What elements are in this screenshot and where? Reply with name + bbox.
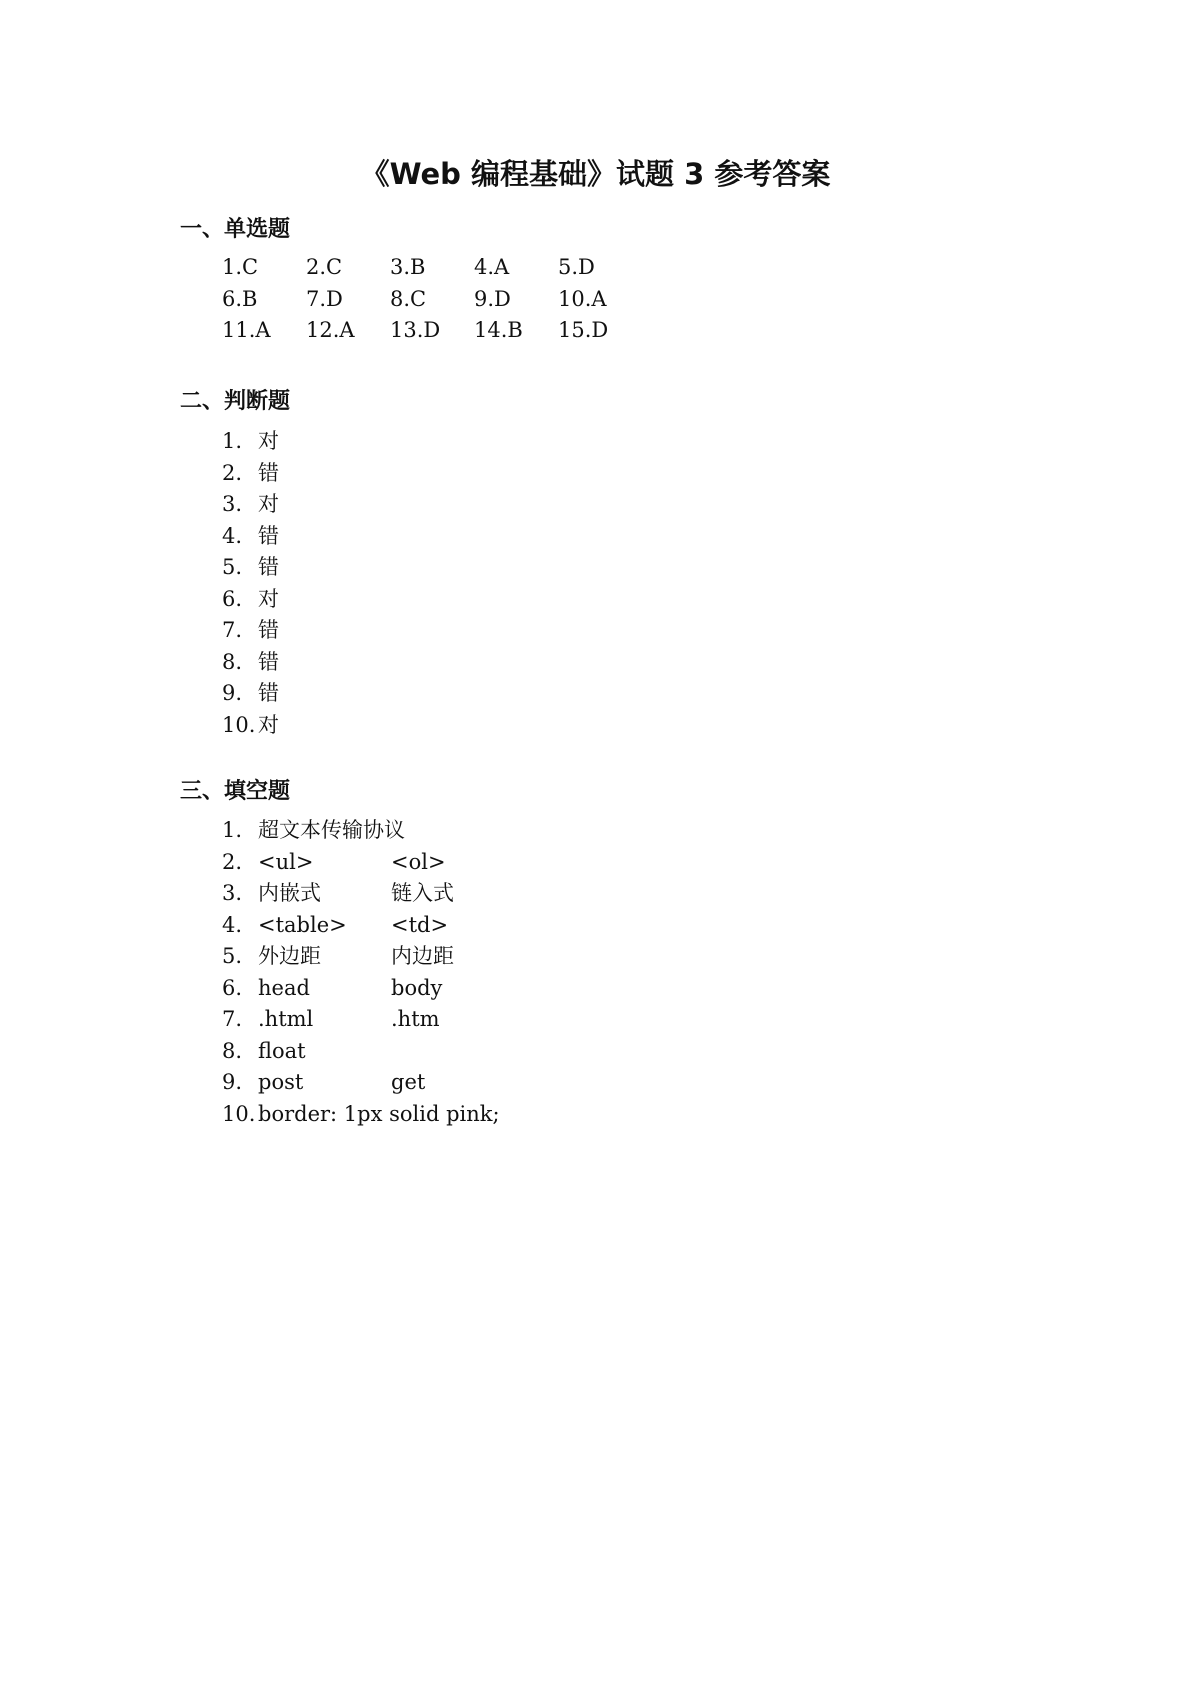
blank-answer-2: .htm xyxy=(391,1007,440,1031)
section-heading-multiple-choice: 一、单选题 xyxy=(180,217,291,242)
item-number: 10. xyxy=(222,1101,256,1126)
item-answer: 对 xyxy=(258,429,279,453)
list-item xyxy=(222,584,279,616)
blank-answer-1: border: 1px solid pink; xyxy=(258,1101,500,1126)
mc-answer: 7.D xyxy=(306,286,343,311)
blank-answer-1: <ul> xyxy=(258,849,314,874)
item-number: 5. xyxy=(222,555,243,579)
blank-answer-2: 内边距 xyxy=(391,944,454,968)
list-item xyxy=(222,1036,500,1068)
mc-answer: 4.A xyxy=(474,255,510,279)
list-item xyxy=(222,489,279,521)
mc-answer: 2.C xyxy=(306,255,343,279)
list-item xyxy=(222,615,279,647)
blank-answer-1: float xyxy=(258,1038,306,1063)
item-answer: 错 xyxy=(258,460,279,485)
list-item xyxy=(222,1099,500,1131)
list-item xyxy=(222,710,279,742)
item-number: 9. xyxy=(222,681,243,705)
mc-answer: 11.A xyxy=(222,318,271,342)
item-number: 1. xyxy=(222,429,243,453)
document-title: 《Web 编程基础》试题 3 参考答案 xyxy=(360,157,831,191)
list-item xyxy=(222,426,279,458)
mc-answer: 13.D xyxy=(390,318,441,342)
list-item xyxy=(222,973,500,1005)
list-item xyxy=(222,1004,500,1036)
item-answer: 错 xyxy=(258,523,279,548)
blank-answer-2: body xyxy=(391,975,443,1000)
item-answer: 对 xyxy=(258,492,279,516)
item-number: 4. xyxy=(222,912,243,937)
item-number: 8. xyxy=(222,1038,243,1063)
blank-answer-2: <ol> xyxy=(391,849,446,874)
item-number: 6. xyxy=(222,586,243,611)
mc-answer: 1.C xyxy=(222,255,259,279)
section-heading-true-false: 二、判断题 xyxy=(180,389,291,414)
list-item xyxy=(222,521,279,553)
blank-answer-1: 超文本传输协议 xyxy=(258,818,405,842)
item-answer: 对 xyxy=(258,586,279,611)
list-item xyxy=(222,910,500,942)
mc-answer: 14.B xyxy=(474,318,523,342)
item-number: 9. xyxy=(222,1070,243,1094)
blank-answer-1: 内嵌式 xyxy=(258,881,321,905)
mc-answer: 15.D xyxy=(558,318,609,342)
true-false-answer-list xyxy=(222,426,279,741)
section-heading-fill-blank: 三、填空题 xyxy=(180,779,291,804)
mc-answer: 12.A xyxy=(306,318,355,342)
item-answer: 对 xyxy=(258,712,279,737)
blank-answer-1: head xyxy=(258,975,310,1000)
item-number: 6. xyxy=(222,975,243,1000)
blank-answer-1: post xyxy=(258,1070,304,1094)
item-number: 1. xyxy=(222,818,243,842)
mc-answer: 8.C xyxy=(390,286,427,311)
list-item xyxy=(222,1067,500,1099)
item-number: 7. xyxy=(222,618,243,642)
item-number: 7. xyxy=(222,1007,243,1031)
item-number: 2. xyxy=(222,849,243,874)
item-number: 3. xyxy=(222,492,243,516)
mc-answer: 3.B xyxy=(390,255,426,279)
list-item xyxy=(222,941,500,973)
mc-answer: 10.A xyxy=(558,286,607,311)
list-item xyxy=(222,647,279,679)
blank-answer-2: get xyxy=(391,1070,426,1094)
list-item xyxy=(222,458,279,490)
item-number: 10. xyxy=(222,712,256,737)
item-answer: 错 xyxy=(258,555,279,579)
list-item xyxy=(222,847,500,879)
list-item xyxy=(222,878,500,910)
blank-answer-1: <table> xyxy=(258,912,347,937)
item-number: 2. xyxy=(222,460,243,485)
fill-blank-answer-list xyxy=(222,815,500,1130)
item-answer: 错 xyxy=(258,618,279,642)
blank-answer-2: 链入式 xyxy=(391,881,454,905)
multiple-choice-answer-grid xyxy=(222,252,642,347)
blank-answer-1: 外边距 xyxy=(258,944,321,968)
blank-answer-2: <td> xyxy=(391,912,449,937)
list-item xyxy=(222,552,279,584)
item-number: 5. xyxy=(222,944,243,968)
mc-answer: 5.D xyxy=(558,255,595,279)
mc-answer: 6.B xyxy=(222,286,258,311)
item-answer: 错 xyxy=(258,681,279,705)
mc-answer: 9.D xyxy=(474,286,511,311)
item-number: 8. xyxy=(222,649,243,674)
blank-answer-1: .html xyxy=(258,1007,314,1031)
item-number: 4. xyxy=(222,523,243,548)
item-answer: 错 xyxy=(258,649,279,674)
list-item xyxy=(222,678,279,710)
item-number: 3. xyxy=(222,881,243,905)
list-item xyxy=(222,815,500,847)
